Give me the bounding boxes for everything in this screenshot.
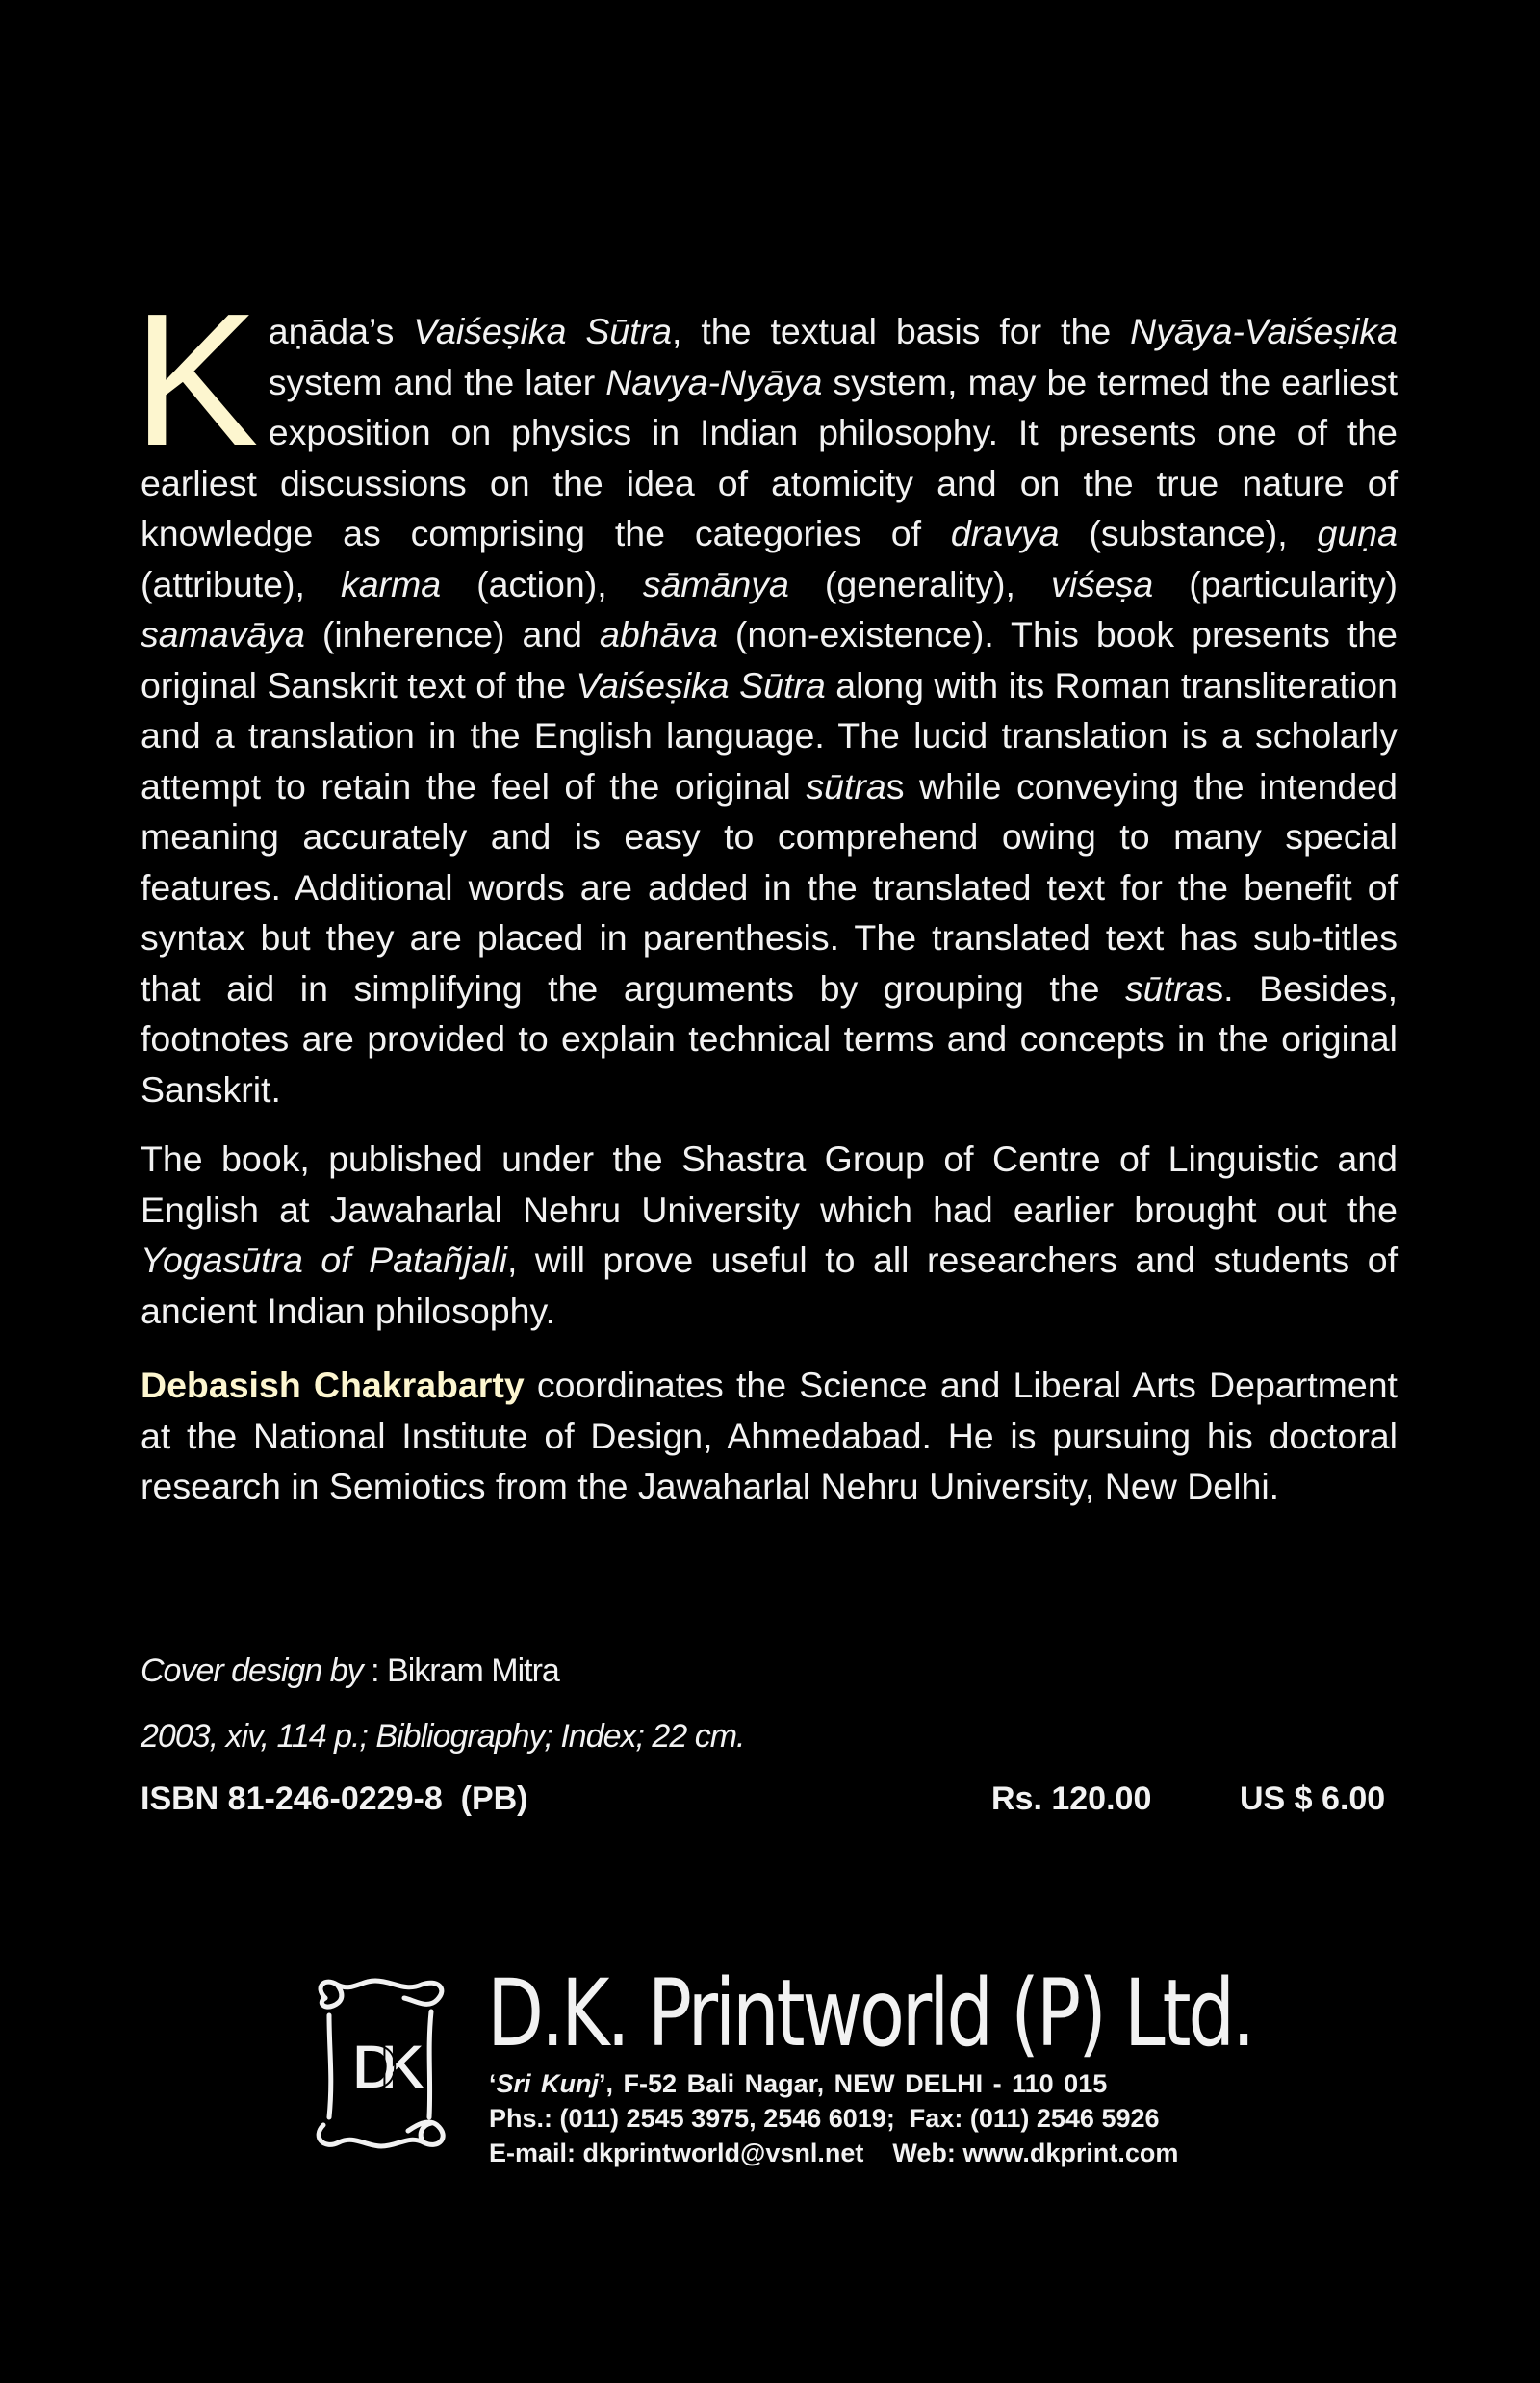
blurb-segment: Nyāya-Vaiśeṣika bbox=[1130, 311, 1398, 351]
publisher-phones: Phs.: (011) 2545 3975, 2546 6019; Fax: (011) 2546 5926 bbox=[489, 2104, 1160, 2133]
para2-segment: The book, published under the Shastra Group of Centre of Linguistic and English at Jawaharlal Nehru University which had earlier brought out the bbox=[141, 1139, 1398, 1230]
blurb-segment: (inherence) and bbox=[304, 614, 600, 654]
blurb-segment: sāmānya bbox=[642, 563, 789, 604]
blurb-segment: system and the later bbox=[268, 361, 606, 402]
blurb-segment: dravya bbox=[950, 513, 1060, 553]
blurb-segment: , the textual basis for the bbox=[672, 311, 1131, 351]
author-name: Debasish Chakrabarty bbox=[141, 1365, 525, 1405]
blurb-text bbox=[141, 311, 1398, 1110]
cover-designer: Bikram Mitra bbox=[387, 1653, 559, 1689]
blurb-segment: s while conveying the intended meaning accurately and is easy to comprehend owing to many special features. Additional words are added in the translated text for the benefit of syntax but they are placed in parenthesis. The translated text has sub-titles that aid in simplifying the arguments by grouping the bbox=[141, 765, 1398, 1009]
publisher-contact bbox=[489, 2139, 1178, 2168]
blurb-segment: Vaiśeṣika Sūtra bbox=[576, 664, 826, 705]
isbn: ISBN 81-246-0229-8 (PB) bbox=[141, 1781, 528, 1817]
book-details: 2003, xiv, 114 p.; Bibliography; Index; 22 cm. bbox=[141, 1718, 745, 1755]
publisher-address: ‘Sri Kunj’, F-52 Bali Nagar, NEW DELHI - 110 015 bbox=[489, 2069, 1108, 2098]
blurb-segment: sūtra bbox=[806, 765, 886, 807]
blurb-segment: guṇa bbox=[1317, 513, 1398, 553]
publisher-email: E-mail: dkprintworld@vsnl.net bbox=[489, 2139, 864, 2167]
price-rupees: Rs. 120.00 bbox=[991, 1781, 1152, 1817]
blurb-segment: along with its Roman transliteration and a translation in the English language. The lucid translation is a scholarly attempt to retain the feel of the original bbox=[141, 664, 1399, 807]
publisher-web: Web: www.dkprint.com bbox=[892, 2139, 1179, 2167]
cover-credits bbox=[141, 1653, 559, 1690]
blurb-segment: viśeṣa bbox=[1050, 563, 1154, 604]
blurb-segment: karma bbox=[340, 563, 442, 604]
blurb-segment: samavāya bbox=[141, 614, 305, 654]
blurb-segment: (attribute), bbox=[141, 563, 341, 604]
address-kunj: Sri Kunj bbox=[496, 2069, 600, 2098]
publisher-name: D.K. Printworld (P) Ltd. bbox=[487, 1960, 1253, 2067]
blurb-segment: (action), bbox=[441, 563, 643, 604]
blurb-segment: Navya-Nyāya bbox=[605, 361, 823, 402]
blurb-segment: Vaiśeṣika Sūtra bbox=[413, 311, 673, 351]
price-dollars: US $ 6.00 bbox=[1240, 1781, 1386, 1817]
blurb-segment: s. Besides, footnotes are provided to explain technical terms and concepts in the original Sanskrit. bbox=[141, 967, 1398, 1110]
address-rest: , F-52 Bali Nagar, NEW DELHI - 110 015 bbox=[605, 2069, 1108, 2098]
credits-separator: : bbox=[362, 1653, 388, 1689]
drop-cap: K bbox=[133, 274, 259, 485]
blurb-segment: (substance), bbox=[1059, 513, 1318, 553]
publication-paragraph bbox=[141, 1134, 1398, 1336]
blurb-segment: aṇāda’s bbox=[268, 311, 414, 351]
author-paragraph bbox=[141, 1360, 1398, 1512]
blurb-segment: (generality), bbox=[788, 563, 1051, 604]
publisher-logo-icon bbox=[304, 1973, 456, 2156]
blurb-segment: system, may be termed the earliest exposition on physics in Indian philosophy. It presents one of the earliest discussions on the idea of atomicity and on the true nature of knowledge as comprising the categories of bbox=[141, 361, 1398, 553]
logo-monogram: DK bbox=[351, 2031, 409, 2102]
blurb-segment: abhāva bbox=[599, 614, 718, 654]
blurb-paragraph bbox=[133, 274, 1399, 1115]
isbn-price-row bbox=[141, 1781, 1398, 1823]
cover-design-label: Cover design by bbox=[141, 1653, 363, 1689]
blurb-segment: (particularity) bbox=[1153, 563, 1398, 604]
para2-segment: Yogasūtra of Patañjali bbox=[141, 1240, 507, 1280]
author-bio: coordinates the Science and Liberal Arts Department at the National Institute of Design, Ahmedabad. He is pursuing his doctoral research in Semiotics from the Jawaharlal Nehru University, New Delhi. bbox=[141, 1365, 1398, 1506]
para2-segment: , will prove useful to all researchers and students of ancient Indian philosophy. bbox=[141, 1240, 1398, 1331]
blurb-segment: (non-existence). This book presents the original Sanskrit text of the bbox=[141, 614, 1398, 705]
blurb-segment: sūtra bbox=[1125, 967, 1206, 1009]
